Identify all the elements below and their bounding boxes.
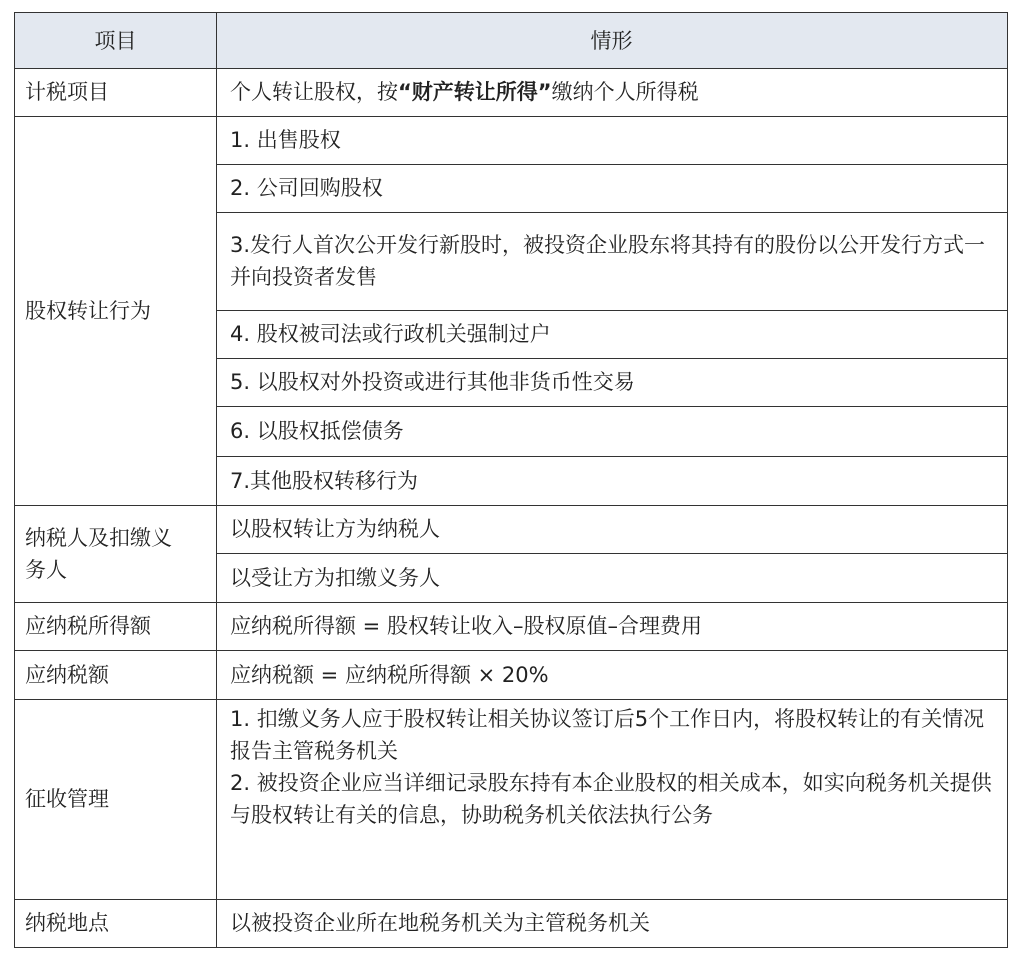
tax-item-bold: “财产转让所得” — [398, 80, 552, 104]
collection-item: 1. 扣缴义务人应于股权转让相关协议签订后5个工作日内，将股权转让的有关情况报告主管税务机关 — [230, 707, 985, 763]
collection-item: 2. 被投资企业应当详细记录股东持有本企业股权的相关成本，如实向税务机关提供与股权转让有关的信息，协助税务机关依法执行公务 — [230, 771, 992, 827]
row-label-tax-amount: 应纳税额 — [25, 662, 109, 687]
taxpayer-item: 以受让方为扣缴义务人 — [230, 565, 440, 590]
transfer-item: 1. 出售股权 — [230, 128, 341, 152]
header-item: 项目 — [94, 28, 137, 53]
header-situation: 情形 — [590, 28, 633, 53]
transfer-item: 3.发行人首次公开发行新股时，被投资企业股东将其持有的股份以公开发行方式一并向投资者发售 — [230, 233, 986, 289]
transfer-item: 4. 股权被司法或行政机关强制过户 — [230, 322, 551, 346]
transfer-item: 5. 以股权对外投资或进行其他非货币性交易 — [230, 370, 635, 394]
row-label-tax-item: 计税项目 — [25, 80, 109, 104]
location-text: 以被投资企业所在地税务机关为主管税务机关 — [230, 911, 650, 935]
row-label-taxable-income: 应纳税所得额 — [25, 614, 151, 638]
row-label-collection: 征收管理 — [25, 787, 109, 811]
collection-text — [216, 699, 1007, 899]
tax-item-pre: 个人转让股权，按 — [230, 80, 398, 104]
taxpayer-item: 以股权转让方为纳税人 — [230, 517, 440, 541]
transfer-item: 6. 以股权抵偿债务 — [230, 419, 404, 443]
row-label-taxpayer: 纳税人及扣缴义务人 — [25, 525, 172, 582]
table-header — [15, 13, 1007, 68]
tax-item-text — [216, 68, 1007, 116]
row-label-location: 纳税地点 — [25, 911, 109, 935]
tax-table — [14, 12, 1008, 948]
transfer-item: 2. 公司回购股权 — [230, 176, 383, 200]
taxable-income-formula: 应纳税所得额 = 股权转让收入–股权原值–合理费用 — [230, 614, 702, 638]
transfer-item: 7.其他股权转移行为 — [230, 468, 419, 493]
row-label-transfer: 股权转让行为 — [25, 298, 151, 323]
tax-amount-formula: 应纳税额 = 应纳税所得额 × 20% — [230, 662, 549, 687]
tax-item-post: 缴纳个人所得税 — [551, 80, 699, 104]
